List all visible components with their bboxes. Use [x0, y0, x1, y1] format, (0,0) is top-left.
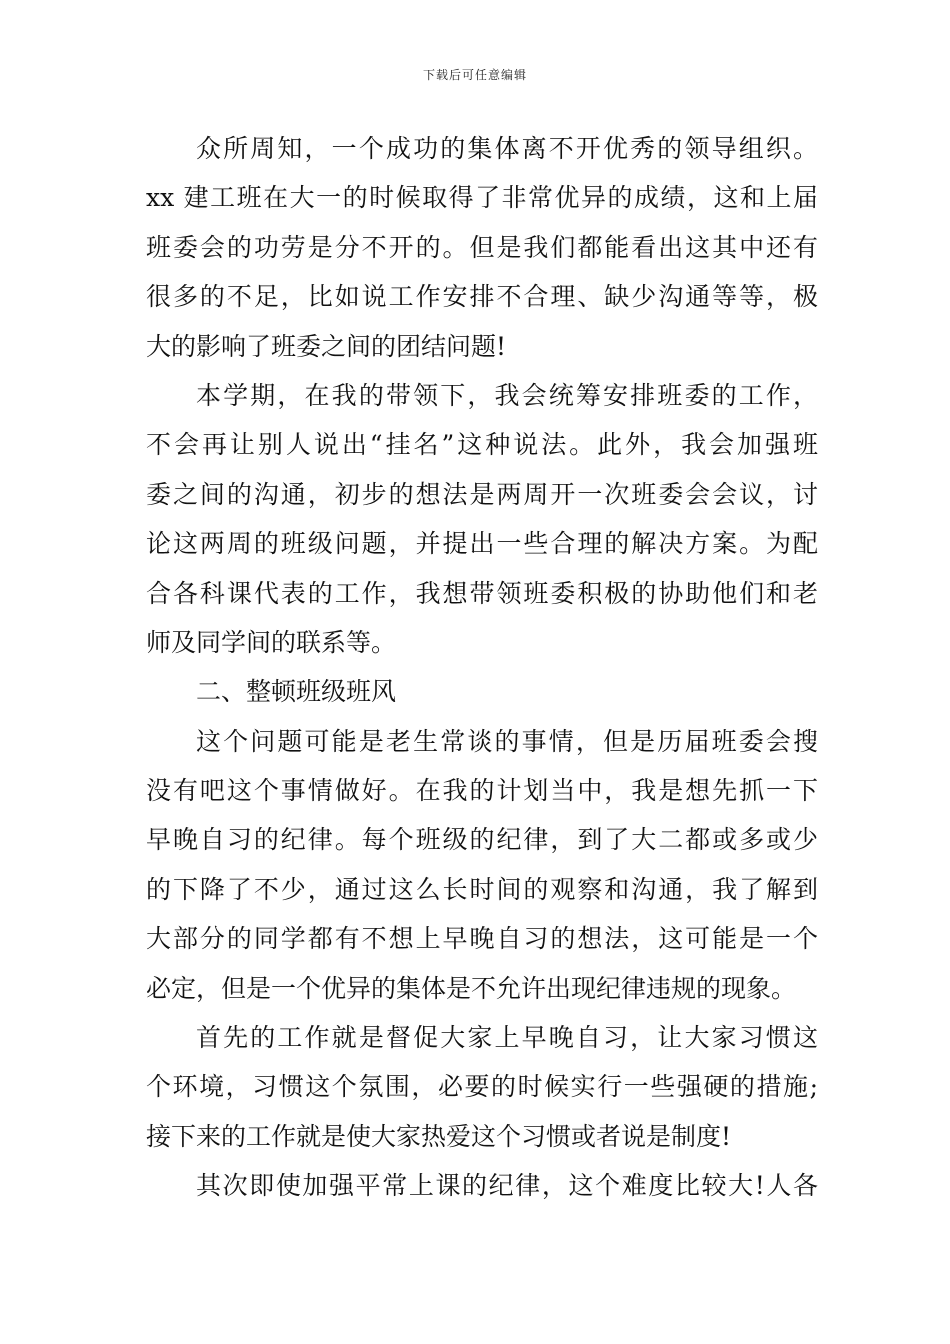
text-line: 接下来的工作就是使大家热爱这个习惯或者说是制度! [146, 1121, 732, 1151]
text-line: 班委会的功劳是分不开的。但是我们都能看出这其中还有 [146, 232, 818, 262]
heading-text: 二、整顿班级班风 [196, 677, 397, 707]
text-line: 本学期，在我的带领下，我会统筹安排班委的工作， [196, 380, 818, 410]
text-line: 这个问题可能是老生常谈的事情，但是历届班委会搜 [196, 726, 818, 756]
text-line: 不会再让别人说出“挂名”这种说法。此外，我会加强班 [146, 430, 818, 460]
text-line: 大部分的同学都有不想上早晚自习的想法，这可能是一个 [146, 924, 818, 954]
paragraph [146, 1013, 818, 1161]
text-line: 众所周知，一个成功的集体离不开优秀的领导组织。 [196, 134, 818, 163]
text-line: 论这两周的班级问题，并提出一些合理的解决方案。为配 [146, 529, 818, 559]
text-line: 大的影响了班委之间的团结问题! [146, 331, 507, 361]
document-body [146, 124, 818, 1211]
text-line: 首先的工作就是督促大家上早晚自习，让大家习惯这 [196, 1023, 818, 1053]
paragraph [146, 124, 818, 371]
text-line: 个环境，习惯这个氛围，必要的时候实行一些强硬的措施; [146, 1072, 818, 1102]
text-line: 的下降了不少，通过这么长时间的观察和沟通，我了解到 [146, 874, 818, 904]
text-line: 委之间的沟通，初步的想法是两周开一次班委会会议，讨 [146, 479, 818, 509]
paragraph [146, 717, 818, 1013]
section-heading [146, 667, 818, 716]
paragraph [146, 1161, 818, 1210]
text-line: 合各科课代表的工作，我想带领班委积极的协助他们和老 [146, 578, 818, 608]
text-line: xx 建工班在大一的时候取得了非常优异的成绩，这和上届 [146, 183, 818, 213]
text-line: 很多的不足，比如说工作安排不合理、缺少沟通等等，极 [146, 282, 818, 312]
paragraph [146, 371, 818, 667]
text-line: 师及同学间的联系等。 [146, 627, 397, 657]
text-line: 早晚自习的纪律。每个班级的纪律，到了大二都或多或少 [146, 825, 818, 855]
text-line: 必定，但是一个优异的集体是不允许出现纪律违规的现象。 [146, 973, 797, 1003]
text-line: 其次即使加强平常上课的纪律，这个难度比较大!人各 [196, 1171, 818, 1201]
text-line: 没有吧这个事情做好。在我的计划当中，我是想先抓一下 [146, 776, 818, 806]
page-header-note: 下载后可任意编辑 [422, 68, 527, 82]
